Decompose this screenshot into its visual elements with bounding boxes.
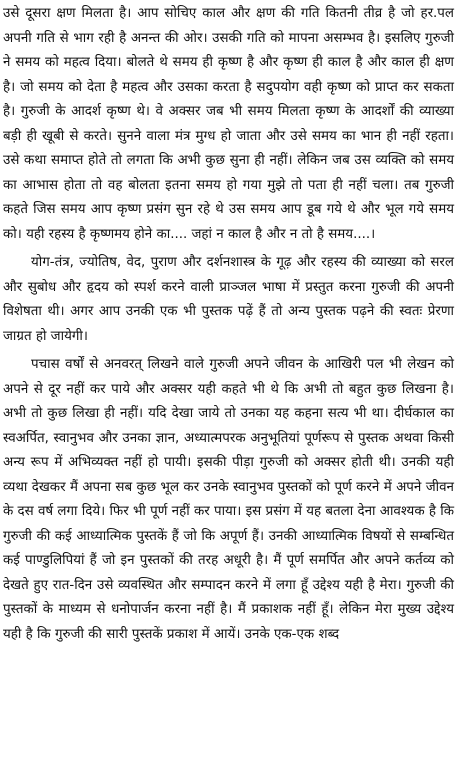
- paragraph-pachas-varsh: पचास वर्षों से अनवरत् लिखने वाले गुरुजी अपने जीवन के आखिरी पल भी लेखन को अपने से दूर नहीं कर पाये और अक्सर यही कहते भी थे कि अभी तो बहुत कुछ लिखना है। अभी तो कुछ लिखा ही नहीं। यदि देखा जाये तो उनका यह कहना सत्य भी था। दीर्घकाल का स्वअर्पित, स्वानुभव और उनका ज्ञान, अध्यात्मपरक अनुभूतियां पूर्णरूप से पुस्तक अथवा किसी अन्य रूप में अभिव्यक्त नहीं हो पायी। इसकी पीड़ा गुरुजी को अक्सर होती थी। उनकी यही व्यथा देखकर मैं अपना सब कुछ भूल कर उनके स्वानुभव पुस्तकों को पूर्ण करने में अपने जीवन के दस वर्ष लगा दिये। फिर भी पूर्ण नहीं कर पाया। इस प्रसंग में यह बतला देना आवश्यक है कि गुरुजी की कई आध्यात्मिक पुस्तकें हैं जो कि अपूर्ण हैं। उनकी आध्यात्मिक विषयों से सम्बन्धित कई पाण्डुलिपियां हैं जो इन पुस्तकों की तरह अधूरी है। मैं पूर्ण समर्पित और अपने कर्तव्य को देखते हुए रात-दिन उसे व्यवस्थित और सम्पादन करने में लगा हूँ उद्देश्य यही है मेरा। गुरुजी की पुस्तकों के माध्यम से धनोपार्जन करना नहीं है। मैं प्रकाशक नहीं हूँ। लेकिन मेरा मुख्य उद्देश्य यही है कि गुरुजी की सारी पुस्तकें प्रकाश में आयें। उनके एक-एक शब्द: [3, 357, 454, 642]
- paragraph-kaal-kshan: उसे दूसरा क्षण मिलता है। आप सोचिए काल और क्षण की गति कितनी तीव्र है जो हर.पल अपनी गति से भाग रही है अनन्त की ओर। उसकी गति को मापना असम्भव है। इसलिए गुरुजी ने समय को महत्व दिया। बोलते थे समय ही कृष्ण है और कृष्ण ही काल है और काल ही क्षण है। जो समय को देता है महत्व और उसका करता है सदुपयोग वही कृष्ण को प्राप्त कर सकता है। गुरुजी के आदर्श कृष्ण थे। वे अक्सर जब भी समय मिलता कृष्ण के आदर्शों की व्याख्या बड़ी ही खूबी से करते। सुनने वाला मंत्र मुग्ध हो जाता और उसे समय का भान ही नहीं रहता। उसे कथा समाप्त होते तो लगता कि अभी कुछ सुना ही नहीं। लेकिन जब उस व्यक्ति को समय का आभास होता तो वह बोलता इतना समय हो गया मुझे तो पता ही नहीं चला। तब गुरुजी कहते जिस समय आप कृष्ण प्रसंग सुन रहे थे उस समय आप डूब गये थे और भूल गये समय को। यही रहस्य है कृष्णमय होने का.... जहां न काल है और न तो है समय....।: [3, 6, 454, 242]
- paragraph-yog-tantra: योग-तंत्र, ज्योतिष, वेद, पुराण और दर्शनशास्त्र के गूढ़ और रहस्य की व्याख्या को सरल और सुबोध और हृदय को स्पर्श करने वाली प्राञ्जल भाषा में प्रस्तुत करना गुरुजी की अपनी विशेषता थी। अगर आप उनकी एक भी पुस्तक पढ़ें हैं तो अन्य पुस्तक पढ़ने की स्वतः प्रेरणा जाग्रत हो जायेगी।: [3, 255, 454, 344]
